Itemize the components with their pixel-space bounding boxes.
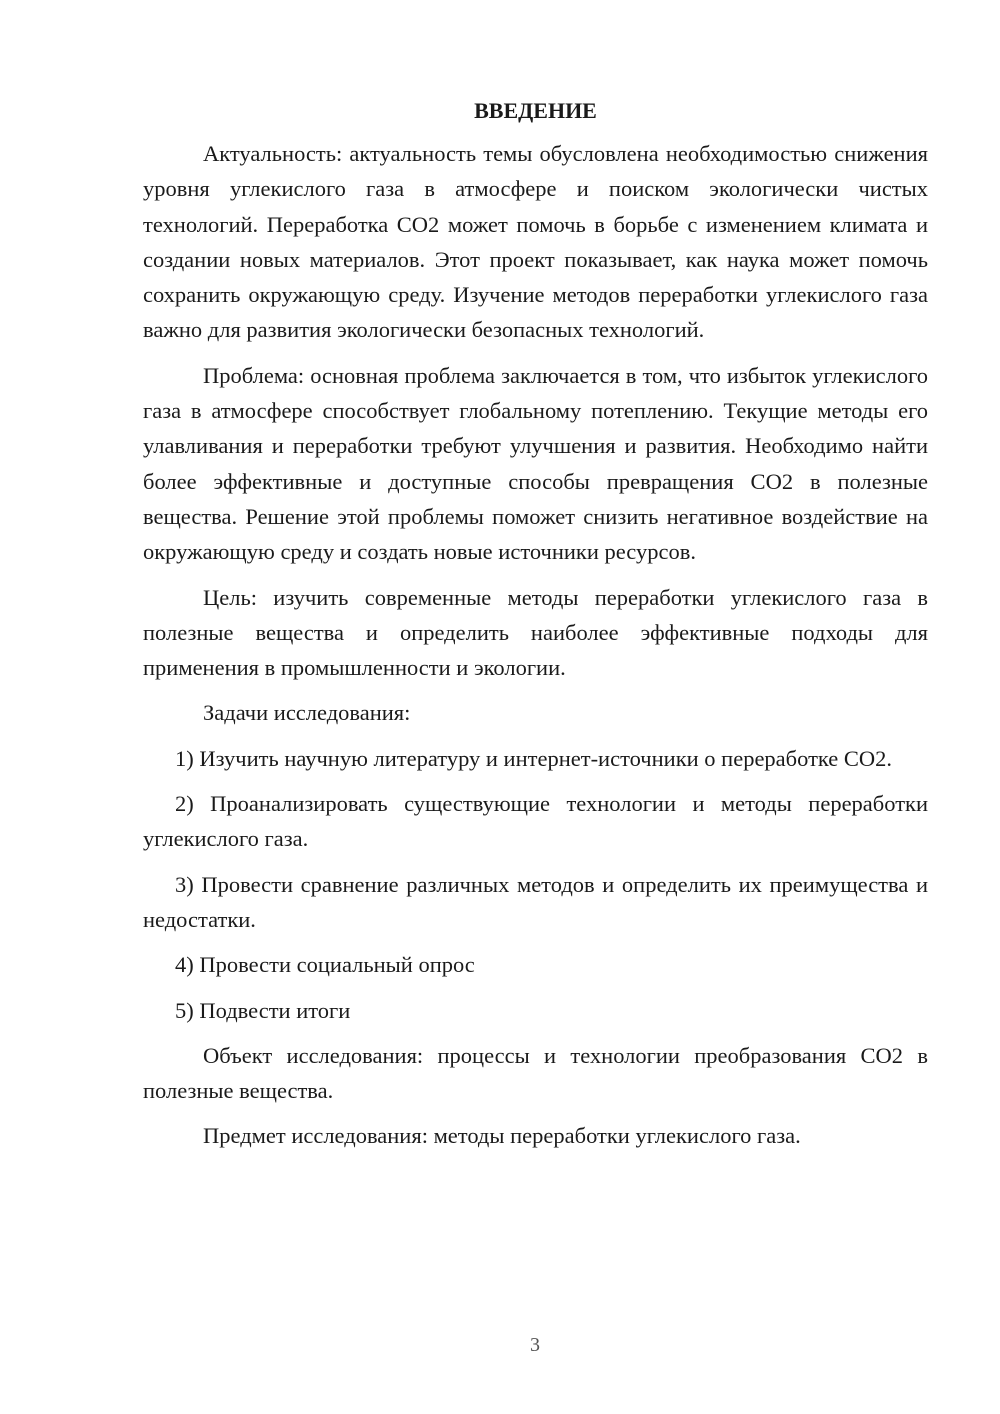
object-paragraph: Объект исследования: процессы и технологии преобразования CO2 в полезные вещества. [143, 1042, 928, 1104]
goal-paragraph: Цель: изучить современные методы переработки углекислого газа в полезные вещества и определить наиболее эффективные подходы для применения в промышленности и экологии. [143, 584, 928, 681]
list-item: 4) Провести социальный опрос [175, 952, 475, 978]
page-number: 3 [530, 1334, 540, 1356]
document-page [143, 96, 928, 1154]
tasks-list [143, 741, 928, 1028]
section-title: ВВЕДЕНИЕ [474, 98, 597, 123]
list-item: 2) Проанализировать существующие технологии и методы переработки углекислого газа. [143, 791, 928, 852]
list-item: 3) Провести сравнение различных методов и определить их преимущества и недостатки. [143, 871, 928, 932]
problem-paragraph: Проблема: основная проблема заключается в том, что избыток углекислого газа в атмосфере способствует глобальному потеплению. Текущие методы его улавливания и переработки требуют улучшения и развития. Необходимо найти более эффективные и доступные способы превращения CO2 в полезные вещества. Решение этой проблемы поможет снизить негативное воздействие на окружающую среду и создать новые источники ресурсов. [143, 362, 928, 565]
relevance-paragraph: Актуальность: актуальность темы обусловлена необходимостью снижения уровня углекислого газа в атмосфере и поиском экологически чистых технологий. Переработка CO2 может помочь в борьбе с изменением климата и создании новых материалов. Этот проект показывает, как наука может помочь сохранить окружающую среду. Изучение методов переработки углекислого газа важно для развития экологически безопасных технологий. [143, 141, 928, 343]
subject-paragraph: Предмет исследования: методы переработки углекислого газа. [203, 1123, 801, 1149]
list-item: 1) Изучить научную литературу и интернет-источники о переработке CO2. [175, 745, 893, 771]
tasks-heading: Задачи исследования: [203, 700, 411, 726]
list-item: 5) Подвести итоги [175, 997, 351, 1023]
